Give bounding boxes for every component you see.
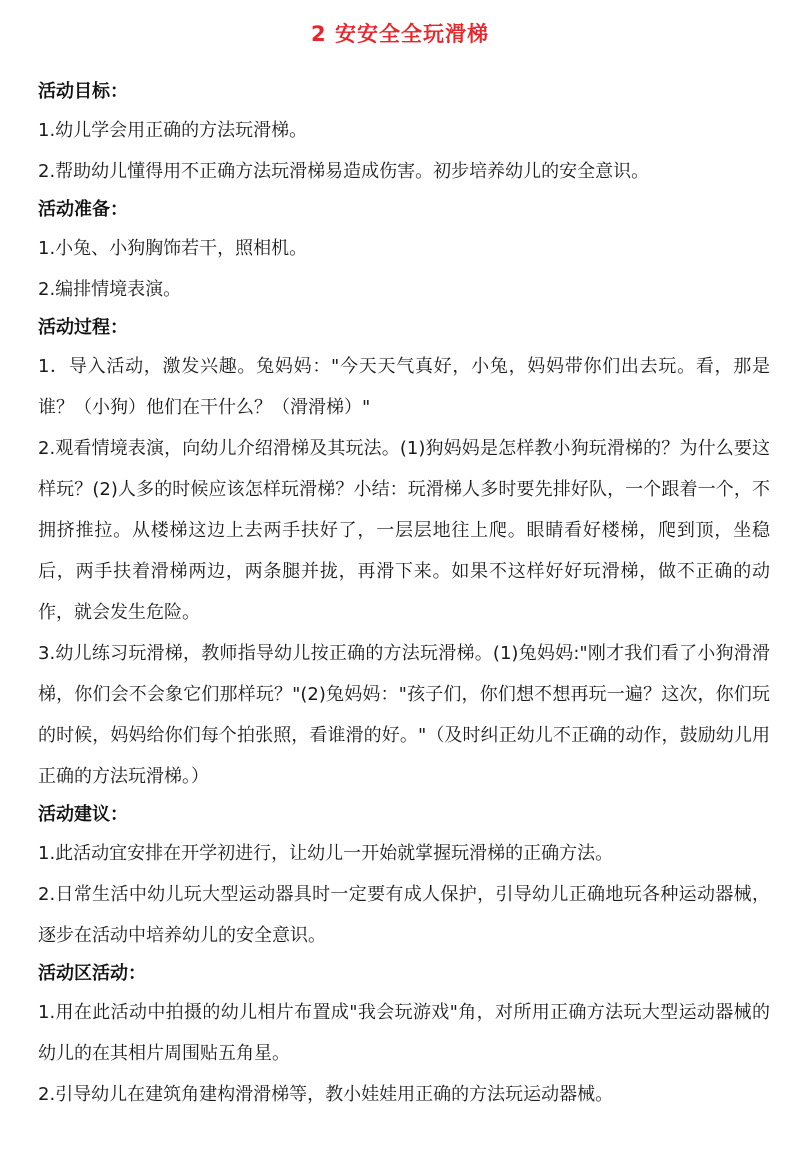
section-suggestions xyxy=(38,797,770,956)
list-item: 2.帮助幼儿懂得用不正确方法玩滑梯易造成伤害。初步培养幼儿的安全意识。 xyxy=(38,161,650,182)
section-goals xyxy=(38,74,770,192)
list-item: 2.引导幼儿在建筑角建构滑滑梯等，教小娃娃用正确的方法玩运动器械。 xyxy=(38,1084,614,1105)
list-item: 2.编排情境表演。 xyxy=(38,279,182,300)
list-item: 2.日常生活中幼儿玩大型运动器具时一定要有成人保护，引导幼儿正确地玩各种运动器械，逐步在活动中培养幼儿的安全意识。 xyxy=(38,884,770,946)
section-preparation xyxy=(38,192,770,310)
list-item: 3.幼儿练习玩滑梯，教师指导幼儿按正确的方法玩滑梯。(1)兔妈妈:"刚才我们看了小狗滑滑梯，你们会不会象它们那样玩？"(2)兔妈妈："孩子们，你们想不想再玩一遍？这次，你们玩的时候，妈妈给你们每个拍张照，看谁滑的好。"（及时纠正幼儿不正确的动作，鼓励幼儿用正确的方法玩滑梯。） xyxy=(38,643,770,787)
section-area-activity xyxy=(38,956,770,1115)
section-heading: 活动区活动： xyxy=(38,963,146,984)
list-item: 1.此活动宜安排在开学初进行，让幼儿一开始就掌握玩滑梯的正确方法。 xyxy=(38,843,614,864)
document-body xyxy=(38,74,770,1115)
section-heading: 活动目标： xyxy=(38,81,128,102)
list-item: 1.小兔、小狗胸饰若干，照相机。 xyxy=(38,238,308,259)
list-item: 1.用在此活动中拍摄的幼儿相片布置成"我会玩游戏"角，对所用正确方法玩大型运动器械的幼儿的在其相片周围贴五角星。 xyxy=(38,1002,770,1064)
section-heading: 活动准备： xyxy=(38,199,128,220)
list-item: 2.观看情境表演，向幼儿介绍滑梯及其玩法。(1)狗妈妈是怎样教小狗玩滑梯的？为什么要这样玩？(2)人多的时候应该怎样玩滑梯？小结：玩滑梯人多时要先排好队，一个跟着一个，不拥挤推拉。从楼梯这边上去两手扶好了，一层层地往上爬。眼睛看好楼梯，爬到顶，坐稳后，两手扶着滑梯两边，两条腿并拢，再滑下来。如果不这样好好玩滑梯，做不正确的动作，就会发生危险。 xyxy=(38,438,770,623)
section-heading: 活动过程： xyxy=(38,317,128,338)
section-process xyxy=(38,310,770,797)
list-item: 1．导入活动，激发兴趣。兔妈妈："今天天气真好，小兔，妈妈带你们出去玩。看，那是谁？（小狗）他们在干什么？（滑滑梯）" xyxy=(38,356,770,418)
list-item: 1.幼儿学会用正确的方法玩滑梯。 xyxy=(38,120,308,141)
page-title: 2 安安全全玩滑梯 xyxy=(311,22,489,47)
section-heading: 活动建议： xyxy=(38,804,128,825)
